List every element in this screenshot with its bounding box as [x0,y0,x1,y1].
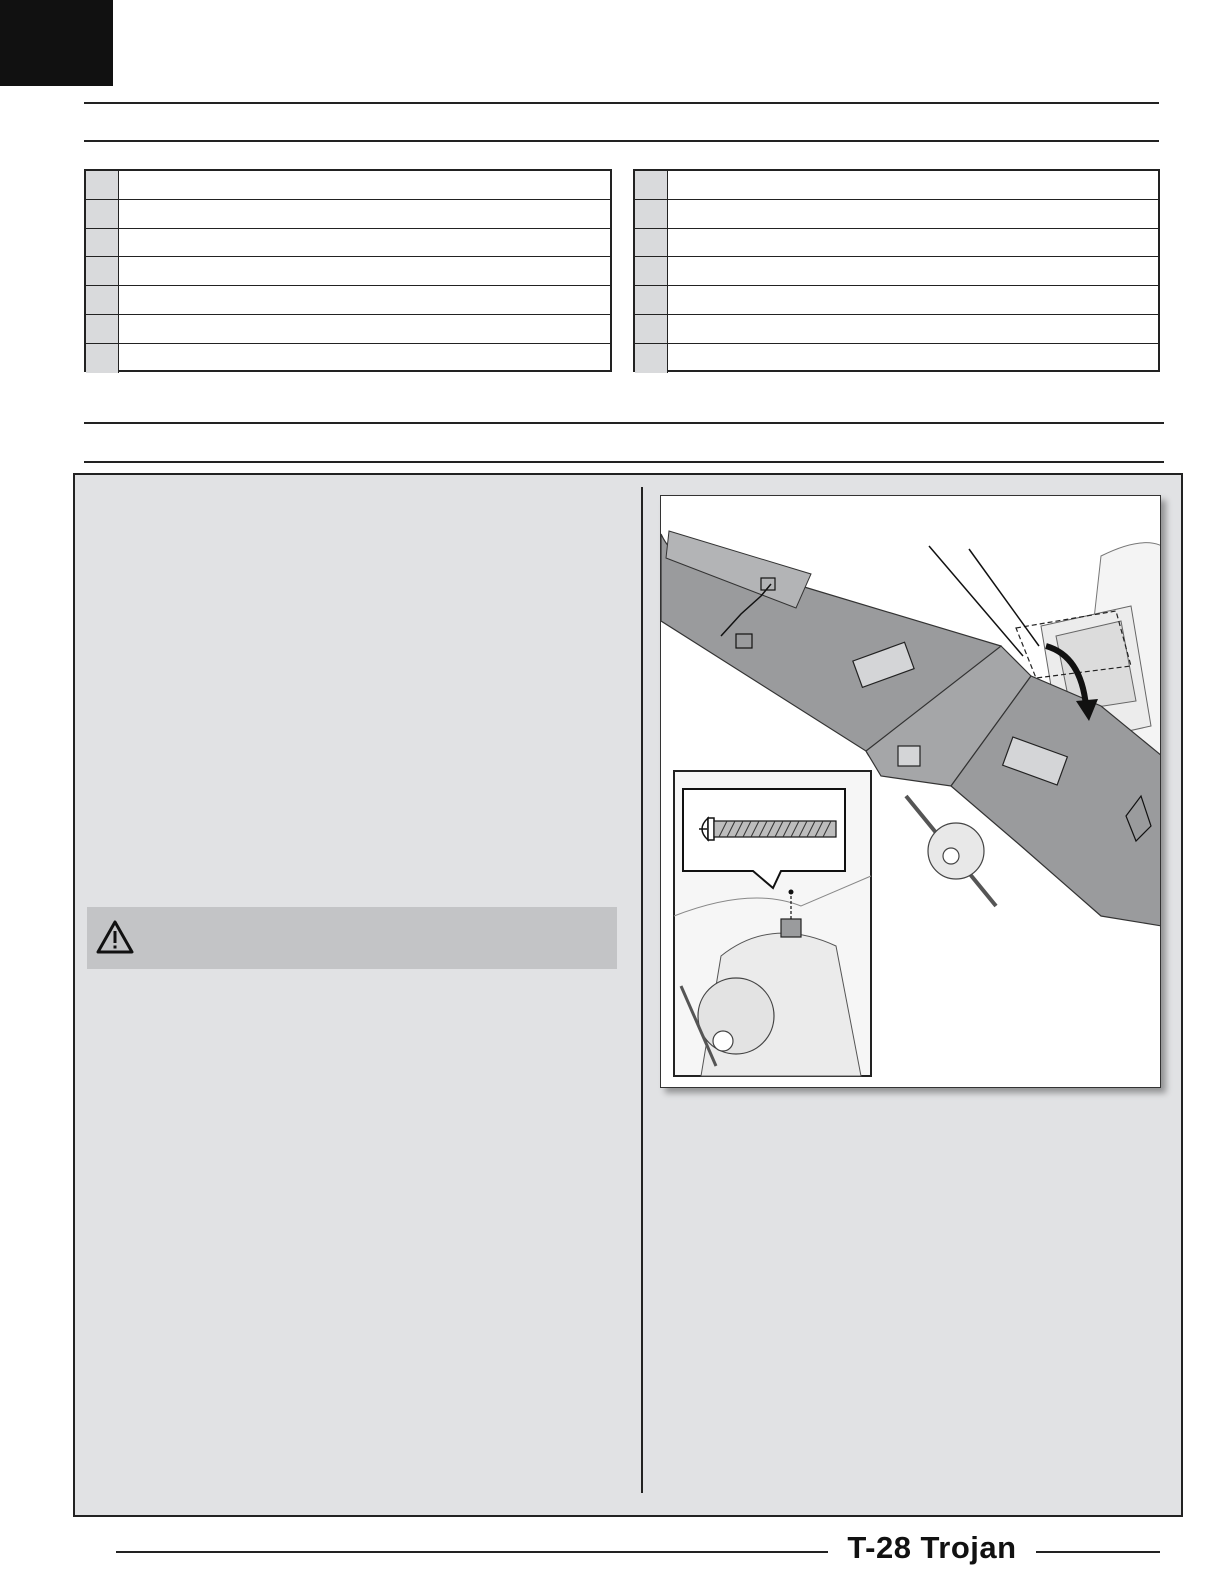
item-number-cell [635,257,668,285]
item-number-cell [86,257,119,285]
assembly-section-rule-bottom [84,461,1164,463]
table-row [86,229,610,258]
footer-product-name: T-28 Trojan [832,1530,1032,1566]
section-rule-top [84,102,1159,104]
warning-box [87,907,617,969]
footer-rule-left [116,1551,828,1553]
table-row [635,171,1158,200]
item-number-cell [86,286,119,314]
item-number-cell [86,344,119,373]
item-number-cell [635,344,668,373]
wing-installation-drawing [661,496,1161,1088]
table-row [635,200,1158,229]
table-row [86,200,610,229]
item-number-cell [86,171,119,199]
item-number-cell [635,286,668,314]
column-divider [641,487,643,1493]
table-row [86,257,610,286]
item-number-cell [635,171,668,199]
footer-rule-right [1036,1551,1160,1553]
table-row [86,286,610,315]
table-row [635,286,1158,315]
wing-installation-figure [660,495,1161,1088]
item-number-cell [86,200,119,228]
table-row [635,344,1158,373]
item-number-cell [635,315,668,343]
item-number-cell [635,229,668,257]
table-row [635,315,1158,344]
parts-table-right [633,169,1160,372]
table-row [86,344,610,373]
item-number-cell [86,315,119,343]
assembly-section-rule-top [84,422,1164,424]
warning-triangle-icon [95,919,135,955]
item-number-cell [635,200,668,228]
table-row [635,257,1158,286]
table-row [86,315,610,344]
table-row [635,229,1158,258]
page-number-tab [0,0,113,86]
parts-table-left [84,169,612,372]
table-row [86,171,610,200]
item-number-cell [86,229,119,257]
section-rule-bottom [84,140,1159,142]
